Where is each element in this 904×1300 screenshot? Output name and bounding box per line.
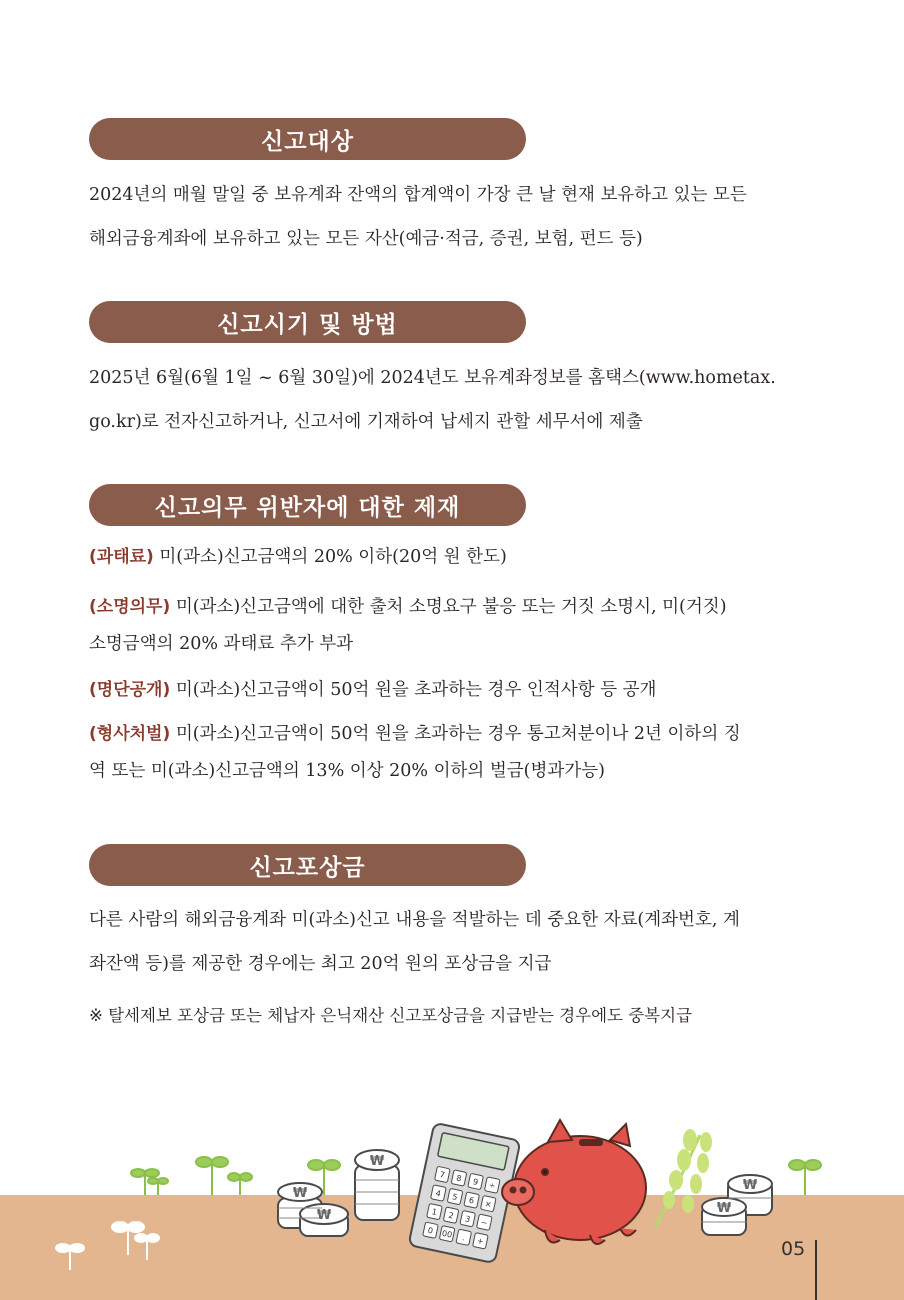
calculator-key-label: 5 bbox=[451, 1192, 459, 1203]
section-title-report-target: 신고대상 bbox=[89, 118, 526, 160]
calculator-key-label: + bbox=[476, 1236, 485, 1247]
sanction-text: 미(과소)신고금액이 50억 원을 초과하는 경우 통고처분이나 2년 이하의 징 bbox=[175, 724, 741, 744]
calculator-key-label: 8 bbox=[455, 1173, 463, 1184]
report-target-line-2: 해외금융계좌에 보유하고 있는 모든 자산(예금·적금, 증권, 보험, 펀드 등) bbox=[89, 229, 643, 249]
reward-line-2: 좌잔액 등)를 제공한 경우에는 최고 20억 원의 포상금을 지급 bbox=[89, 954, 552, 974]
calculator-key-label: 3 bbox=[464, 1214, 472, 1225]
calculator-key-label: . bbox=[461, 1233, 466, 1243]
calculator-key-label: 9 bbox=[472, 1177, 479, 1187]
section-title-reward: 신고포상금 bbox=[89, 844, 526, 886]
calculator-key-label: ÷ bbox=[487, 1180, 497, 1191]
sanction-text: 미(과소)신고금액의 20% 이하(20억 원 한도) bbox=[159, 547, 507, 567]
calculator-key-label: − bbox=[480, 1217, 489, 1228]
won-icon: ₩ bbox=[292, 1186, 308, 1201]
sanction-tag: (형사처벌) bbox=[89, 724, 171, 744]
calculator-key-label: 00 bbox=[441, 1228, 453, 1240]
section-title-sanctions: 신고의무 위반자에 대한 제재 bbox=[89, 484, 526, 526]
savings-illustration bbox=[0, 1080, 904, 1300]
sanction-tag: (명단공개) bbox=[89, 680, 171, 700]
sanction-tag: (과태료) bbox=[89, 547, 154, 567]
piggy-bank-icon bbox=[502, 1120, 646, 1244]
section-title-report-period-method: 신고시기 및 방법 bbox=[89, 301, 526, 343]
sanction-text-cont: 소명금액의 20% 과태료 추가 부과 bbox=[89, 634, 354, 654]
page-number: 05 bbox=[781, 1238, 806, 1260]
calculator-key-label: × bbox=[483, 1199, 493, 1210]
won-icon: ₩ bbox=[369, 1154, 385, 1169]
won-icon: ₩ bbox=[316, 1208, 332, 1223]
sanction-item-explanation-duty bbox=[89, 589, 819, 663]
report-period-line-2: go.kr)로 전자신고하거나, 신고서에 기재하여 납세지 관할 세무서에 제출 bbox=[89, 412, 643, 432]
sanction-item-criminal-penalty bbox=[89, 716, 819, 790]
sanction-text: 미(과소)신고금액에 대한 출처 소명요구 불응 또는 거짓 소명시, 미(거짓) bbox=[175, 597, 727, 617]
calculator-key-label: 7 bbox=[438, 1170, 446, 1180]
reward-note: ※ 탈세제보 포상금 또는 체납자 은닉재산 신고포상금을 지급받는 경우에도 중복지급 bbox=[89, 1006, 692, 1025]
won-icon: ₩ bbox=[742, 1178, 758, 1193]
won-icon: ₩ bbox=[716, 1201, 732, 1216]
calculator-key-label: 0 bbox=[426, 1225, 434, 1236]
calculator-key-label: 4 bbox=[434, 1188, 442, 1199]
sanction-item-name-disclosure bbox=[89, 672, 819, 709]
calculator-key-label: 2 bbox=[447, 1210, 455, 1221]
reward-line-1: 다른 사람의 해외금융계좌 미(과소)신고 내용을 적발하는 데 중요한 자료(계좌번호, 계 bbox=[89, 910, 740, 930]
sanction-item-fine bbox=[89, 539, 819, 576]
calculator-key-label: 1 bbox=[430, 1207, 438, 1218]
report-period-line-1: 2025년 6월(6월 1일 ~ 6월 30일)에 2024년도 보유계좌정보를 홈택스(www.hometax. bbox=[89, 368, 776, 388]
sprout-icon bbox=[56, 1222, 159, 1270]
page-number-divider bbox=[815, 1240, 817, 1300]
sanction-tag: (소명의무) bbox=[89, 597, 171, 617]
sanction-text: 미(과소)신고금액이 50억 원을 초과하는 경우 인적사항 등 공개 bbox=[175, 680, 657, 700]
sanction-text-cont: 역 또는 미(과소)신고금액의 13% 이상 20% 이하의 벌금(병과가능) bbox=[89, 761, 605, 781]
report-target-line-1: 2024년의 매월 말일 중 보유계좌 잔액의 합계액이 가장 큰 날 현재 보유하고 있는 모든 bbox=[89, 185, 747, 205]
calculator-key-label: 6 bbox=[468, 1195, 475, 1206]
